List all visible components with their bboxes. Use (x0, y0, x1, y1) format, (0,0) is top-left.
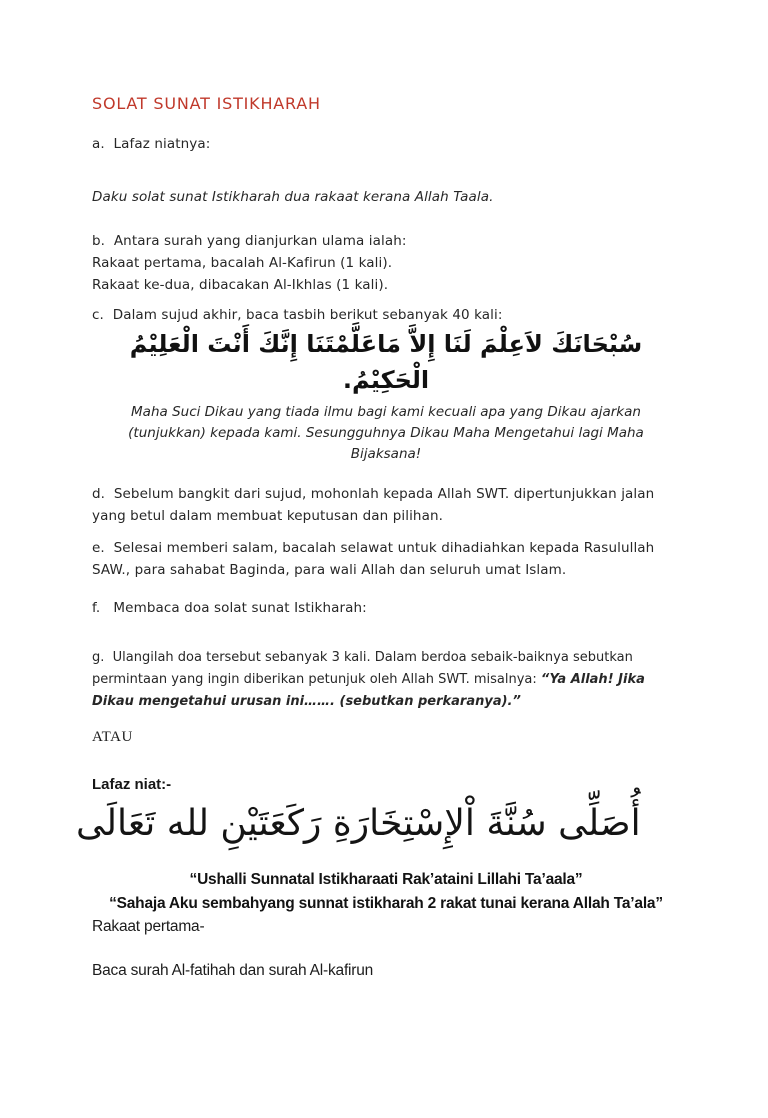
sahaja-translation-line: “Sahaja Aku sembahyang sunnat istikharah 2 rakat tunai kerana Allah Ta’ala” (109, 895, 663, 912)
baca-surah-line: Baca surah Al-fatihah dan surah Al-kafirun (92, 962, 374, 979)
niat-translation-line: Daku solat sunat Istikharah dua rakaat kerana Allah Taala. (92, 189, 494, 205)
item-g-paragraph (92, 647, 680, 713)
item-b-rakaat-kedua: Rakaat ke-dua, dibacakan Al-Ikhlas (1 kali). (92, 277, 389, 293)
item-g-quote: “Ya Allah! Jika Dikau mengetahui urusan ini……. (sebutkan perkaranya).” (92, 672, 650, 709)
item-c-heading: c. Dalam sujud akhir, baca tasbih berikut sebanyak 40 kali: (92, 307, 503, 323)
niat-arabic-calligraphy: أُصَلِّى سُنَّةَ اْلإِسْتِخَارَةِ رَكَعَتَيْنِ لله تَعَالَى (76, 803, 641, 844)
rakaat-pertama-label: Rakaat pertama- (92, 918, 205, 935)
lafaz-niat-label: Lafaz niat:- (92, 776, 172, 793)
item-b-group (92, 230, 680, 296)
item-g-text: g. Ulangilah doa tersebut sebanyak 3 kali. Dalam berdoa sebaik-baiknya sebutkan permintaan yang ingin diberikan petunjuk oleh Allah SWT. misalnya: (92, 650, 637, 687)
atau-label: ATAU (92, 729, 133, 745)
item-a-lafaz-niatnya: a. Lafaz niatnya: (92, 136, 211, 152)
tasbih-meaning-text: Maha Suci Dikau yang tiada ilmu bagi kami kecuali apa yang Dikau ajarkan (tunjukkan) kepada kami. Sesungguhnya Dikau Maha Mengetahui lagi Maha Bijaksana! (128, 404, 649, 462)
item-f-heading: f. Membaca doa solat sunat Istikharah: (92, 600, 367, 616)
item-e-paragraph: e. Selesai memberi salam, bacalah selawat untuk dihadiahkan kepada Rasulullah SAW., para sahabat Baginda, para wali Allah dan seluruh umat Islam. (92, 540, 659, 578)
item-b-rakaat-pertama: Rakaat pertama, bacalah Al-Kafirun (1 kali). (92, 255, 393, 271)
item-d-paragraph: d. Sebelum bangkit dari sujud, mohonlah kepada Allah SWT. dipertunjukkan jalan yang betul dalam membuat keputusan dan pilihan. (92, 486, 659, 524)
item-b-heading: b. Antara surah yang dianjurkan ulama ialah: (92, 233, 407, 249)
document-page (0, 94, 768, 1118)
ushalli-transliteration-line: “Ushalli Sunnatal Istikharaati Rak’ataini Lillahi Ta’aala” (189, 871, 583, 888)
page-title: SOLAT SUNAT ISTIKHARAH (92, 94, 321, 113)
document-content (0, 94, 768, 981)
tasbih-arabic-text: سُبْحَانَكَ لاَعِلْمَ لَنَا إِلاَّ مَاعَلَّمْتَنَا إِنَّكَ أَنْتَ الْعَلِيْمُ الْحَكِيْمُ. (121, 330, 643, 394)
